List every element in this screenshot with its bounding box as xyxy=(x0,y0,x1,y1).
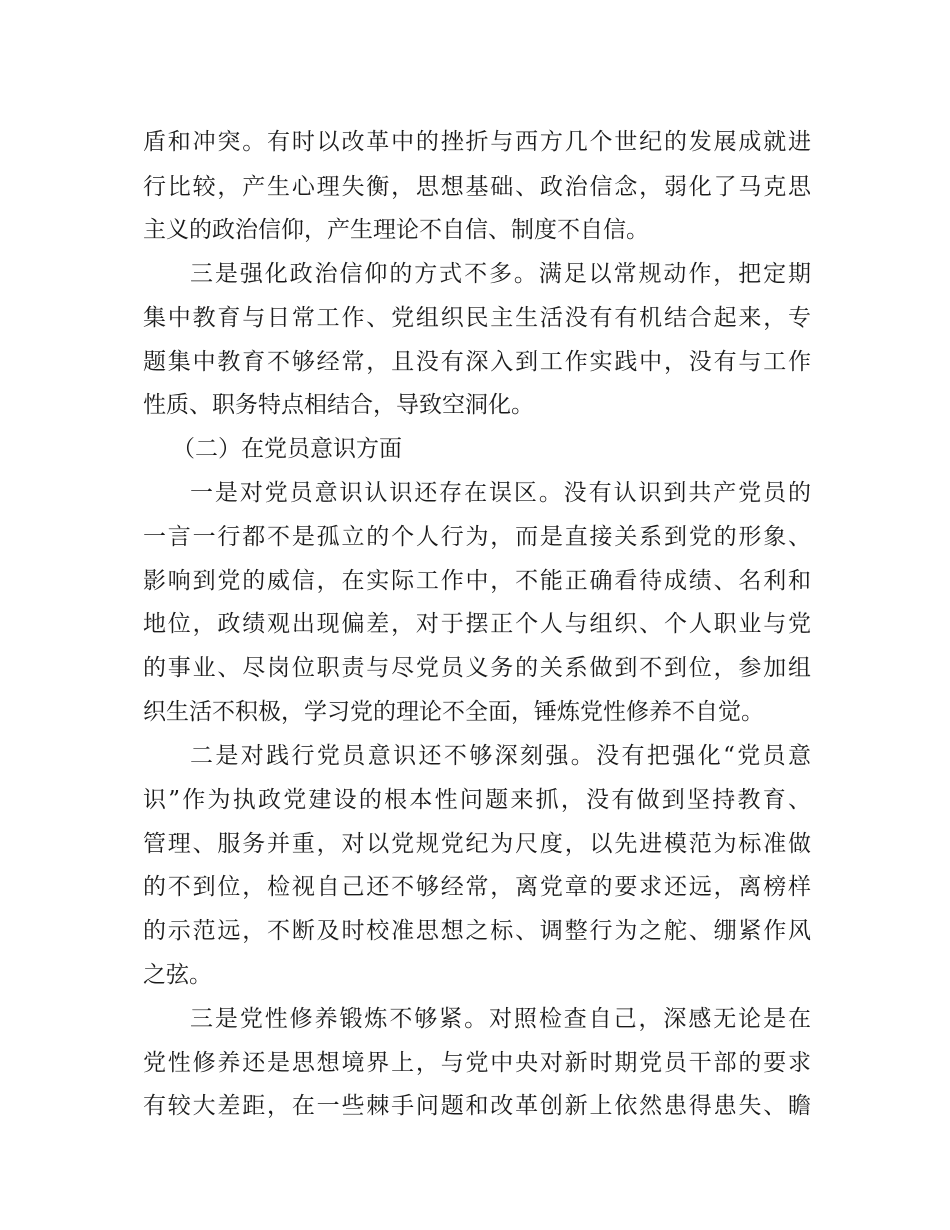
text-line: 性质、职务特点相结合，导致空洞化。 xyxy=(143,392,534,418)
text-line: 党性修养还是思想境界上，与党中央对新时期党员干部的要求 xyxy=(143,1050,811,1076)
paragraph-first-line: 三是强化政治信仰的方式不多。满足以常规动作，把定期 xyxy=(190,261,811,287)
text-line: 一言一行都不是孤立的个人行为，而是直接关系到党的形象、 xyxy=(143,524,811,550)
text-line: 影响到党的威信，在实际工作中，不能正确看待成绩、名利和 xyxy=(143,568,811,594)
section-heading: （二）在党员意识方面 xyxy=(172,436,402,462)
paragraph-first-line: 一是对党员意识认识还存在误区。没有认识到共产党员的 xyxy=(190,480,811,506)
text-line: 题集中教育不够经常，且没有深入到工作实践中，没有与工作 xyxy=(143,349,811,375)
text-line: 管理、服务并重，对以党规党纪为尺度，以先进模范为标准做 xyxy=(143,831,811,857)
text-line: 有较大差距，在一些棘手问题和改革创新上依然患得患失、瞻 xyxy=(143,1093,811,1119)
text-line: 地位，政绩观出现偏差，对于摆正个人与组织、个人职业与党 xyxy=(143,611,811,637)
text-line: 之弦。 xyxy=(143,962,212,988)
text-line: 织生活不积极，学习党的理论不全面，锤炼党性修养不自觉。 xyxy=(143,699,764,725)
paragraph-first-line: 三是党性修养锻炼不够紧。对照检查自己，深感无论是在 xyxy=(190,1006,811,1032)
text-line: 行比较，产生心理失衡，思想基础、政治信念，弱化了马克思 xyxy=(143,174,811,200)
text-line: 主义的政治信仰，产生理论不自信、制度不自信。 xyxy=(143,217,649,243)
text-line: 盾和冲突。有时以改革中的挫折与西方几个世纪的发展成就进 xyxy=(143,129,811,155)
text-line: 识”作为执政党建设的根本性问题来抓，没有做到坚持教育、 xyxy=(143,787,811,813)
text-line: 的示范远，不断及时校准思想之标、调整行为之舵、绷紧作风 xyxy=(143,918,811,944)
text-line: 集中教育与日常工作、党组织民主生活没有有机结合起来，专 xyxy=(143,305,811,331)
text-line: 的事业、尽岗位职责与尽党员义务的关系做到不到位，参加组 xyxy=(143,655,811,681)
paragraph-first-line: 二是对践行党员意识还不够深刻强。没有把强化“党员意 xyxy=(190,743,811,769)
text-line: 的不到位，检视自己还不够经常，离党章的要求还远，离榜样 xyxy=(143,874,811,900)
